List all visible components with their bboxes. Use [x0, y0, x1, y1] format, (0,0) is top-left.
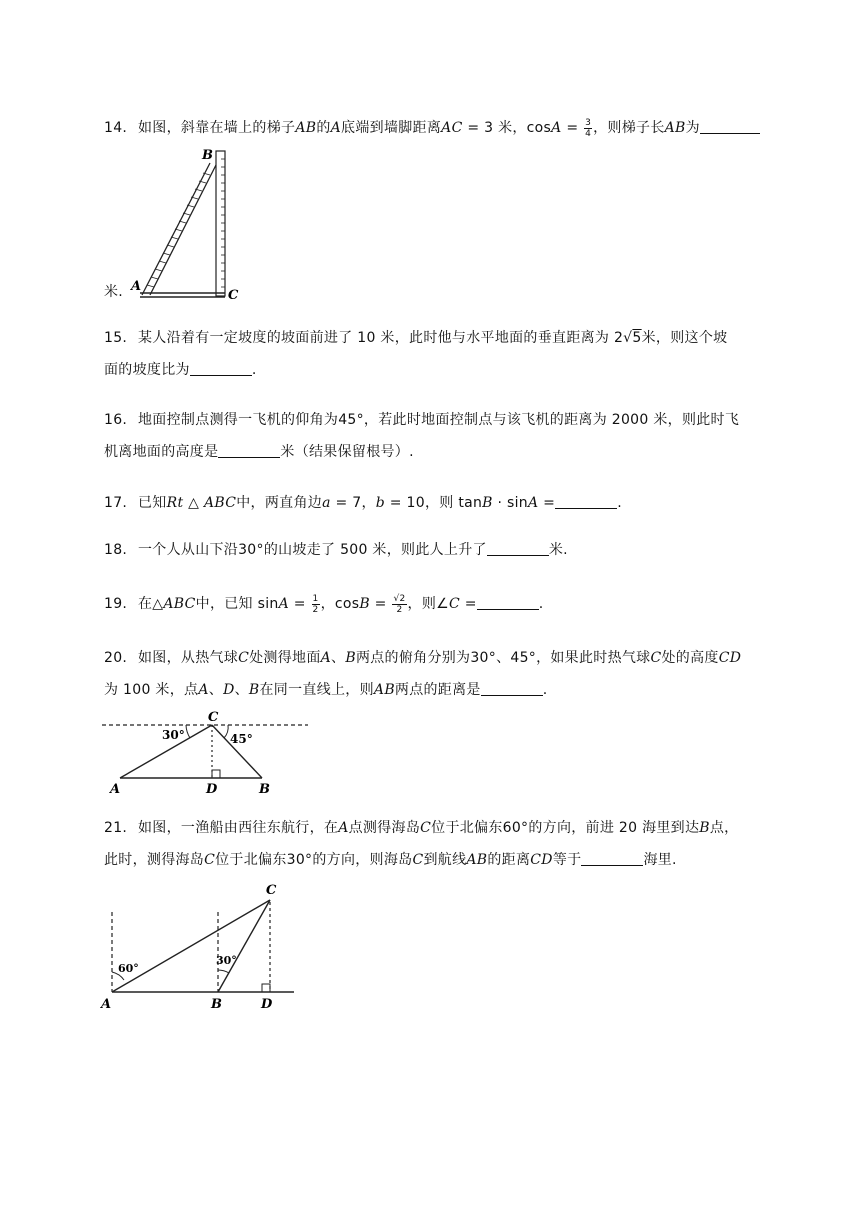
fraction-1-2: $\frac{1}{2}$ — [312, 593, 319, 615]
fishing-boat-figure — [98, 880, 308, 1015]
label-C: C — [228, 288, 239, 303]
fraction-sqrt2-2: $\frac{√2}{2}$ — [393, 593, 406, 615]
question-number: 21. — [104, 820, 128, 836]
answer-blank[interactable] — [477, 595, 539, 610]
angle-30: 30° — [162, 728, 185, 742]
label-C: C — [266, 883, 277, 898]
angle-45: 45° — [230, 732, 253, 746]
question-number: 17. — [104, 495, 128, 511]
question-number: 18. — [104, 542, 128, 558]
angle-60: 60° — [118, 962, 139, 975]
answer-blank[interactable] — [487, 541, 549, 556]
answer-blank[interactable] — [481, 681, 543, 696]
fraction-3-4: $\frac{3}{4}$ — [585, 117, 592, 139]
label-C: C — [208, 710, 219, 725]
question-18: 18. 一个人从山下沿30°的山坡走了 500 米，则此人上升了 米. — [104, 534, 760, 566]
question-number: 15. — [104, 330, 128, 346]
question-17: 17. 已知Rt △ ABC中，两直角边a = 7，b = 10，则 tanB · sinA = . — [104, 487, 760, 519]
question-21: 21. 如图，一渔船由西往东航行，在A点测得海岛C位于北偏东60°的方向，前进 20 海里到达B点， 此时，测得海岛C位于北偏东30°的方向，则海岛C到航线AB的距离CD等于 海里. — [104, 812, 760, 876]
label-D: D — [206, 782, 218, 797]
angle-30: 30° — [216, 954, 237, 967]
question-number: 19. — [104, 596, 128, 612]
label-D: D — [261, 997, 273, 1012]
question-19: 19. 在△ABC中，已知 sinA = $\frac{1}{2}$ ，cosB = $\frac{√2}{2}$ ，则∠C = . — [104, 588, 760, 620]
label-B: B — [202, 148, 213, 163]
answer-blank[interactable] — [581, 851, 643, 866]
label-A: A — [131, 279, 142, 294]
label-B: B — [211, 997, 222, 1012]
sqrt-symbol: √ — [623, 330, 633, 346]
label-B: B — [259, 782, 270, 797]
question-16: 16. 地面控制点测得一飞机的仰角为45°，若此时地面控制点与该飞机的距离为 2000 米，则此时飞 机离地面的高度是 米（结果保留根号）. — [104, 404, 760, 468]
question-20: 20. 如图，从热气球C处测得地面A、B两点的俯角分别为30°、45°，如果此时热气球C处的高度CD 为 100 米，点A、D、B在同一直线上，则AB两点的距离是 . — [104, 642, 760, 706]
answer-blank[interactable] — [190, 361, 252, 376]
balloon-figure — [100, 710, 320, 800]
question-number: 14. — [104, 120, 128, 136]
question-number: 20. — [104, 650, 128, 666]
question-14-tail: 米. — [104, 284, 124, 300]
answer-blank[interactable] — [218, 443, 280, 458]
question-14: 14. 如图，斜靠在墙上的梯子AB的A底端到墙脚距离AC = 3 米，cosA = $\frac{3}{4}$ ，则梯子长AB为 — [104, 112, 760, 144]
question-number: 16. — [104, 412, 128, 428]
answer-blank[interactable] — [555, 494, 617, 509]
answer-blank[interactable] — [700, 119, 760, 134]
question-15: 15. 某人沿着有一定坡度的坡面前进了 10 米，此时他与水平地面的垂直距离为 2√5米，则这个坡 面的坡度比为 . — [104, 322, 760, 386]
label-A: A — [110, 782, 121, 797]
label-A: A — [101, 997, 112, 1012]
